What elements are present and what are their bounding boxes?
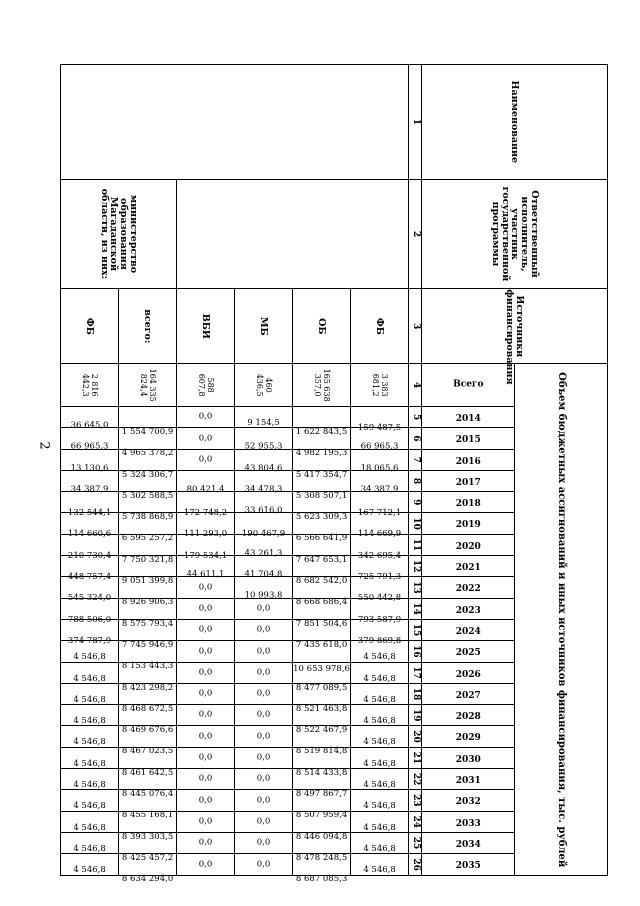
header-year: 2029 <box>422 726 515 747</box>
budget-table <box>60 64 608 885</box>
value-cell: 10 653 978,6 <box>293 641 351 662</box>
source-cell: ФБ <box>351 289 409 364</box>
total-cell: 588 607,8 <box>177 364 235 407</box>
value-cell: 1 622 843,5 <box>293 406 351 427</box>
column-number: 24 <box>409 811 422 832</box>
column-number: 17 <box>409 662 422 683</box>
value-cell: 0,0 <box>177 705 235 726</box>
value-cell: 4 965 378,2 <box>119 428 177 449</box>
value-cell: 0,0 <box>235 747 293 768</box>
value-cell: 6 595 257,2 <box>119 513 177 534</box>
value-cell: 4 546,8 <box>351 705 409 726</box>
page-number: 2 <box>36 441 52 450</box>
value-cell: 725 791,3 <box>351 556 409 577</box>
value-cell: 43 804,6 <box>235 449 293 470</box>
header-year: 2026 <box>422 662 515 683</box>
value-cell: 8 926 906,3 <box>119 577 177 598</box>
value-cell: 4 546,8 <box>351 726 409 747</box>
column-number: 11 <box>409 534 422 555</box>
value-cell: 179 534,1 <box>177 534 235 555</box>
value-cell: 8 687 085,3 <box>293 854 351 876</box>
column-number: 13 <box>409 577 422 598</box>
total-cell: 460 436,5 <box>235 364 293 407</box>
value-cell: 18 065,6 <box>351 449 409 470</box>
value-cell: 210 730,4 <box>61 534 119 555</box>
value-cell: 66 965,3 <box>351 428 409 449</box>
value-cell: 0,0 <box>177 854 235 876</box>
value-cell: 0,0 <box>177 683 235 704</box>
value-cell: 7 745 946,9 <box>119 619 177 640</box>
header-year: 2028 <box>422 705 515 726</box>
value-cell: 4 982 195,3 <box>293 428 351 449</box>
column-number: 14 <box>409 598 422 619</box>
value-cell: 4 546,8 <box>61 747 119 768</box>
value-cell: 0,0 <box>235 598 293 619</box>
value-cell: 374 787,9 <box>61 619 119 640</box>
value-cell: 342 695,4 <box>351 534 409 555</box>
column-number: 21 <box>409 747 422 768</box>
value-cell: 4 546,8 <box>351 811 409 832</box>
value-cell: 0,0 <box>177 449 235 470</box>
column-number: 19 <box>409 705 422 726</box>
value-cell: 9 154,5 <box>235 406 293 427</box>
header-year: 2031 <box>422 769 515 790</box>
value-cell: 7 435 618,0 <box>293 619 351 640</box>
name-cell <box>61 65 409 180</box>
value-cell: 4 546,8 <box>61 641 119 662</box>
value-cell: 36 645,0 <box>61 406 119 427</box>
column-number: 12 <box>409 556 422 577</box>
value-cell: 159 487,5 <box>351 406 409 427</box>
header-total: Всего <box>422 364 515 407</box>
value-cell: 7 647 653,1 <box>293 534 351 555</box>
value-cell: 550 442,8 <box>351 577 409 598</box>
column-number: 6 <box>409 428 422 449</box>
value-cell: 5 308 507,1 <box>293 470 351 491</box>
value-cell: 0,0 <box>177 406 235 427</box>
value-cell: 190 467,9 <box>235 513 293 534</box>
value-cell: 0,0 <box>235 726 293 747</box>
header-year: 2014 <box>422 406 515 427</box>
value-cell: 5 417 354,7 <box>293 449 351 470</box>
header-year: 2025 <box>422 641 515 662</box>
value-cell: 4 546,8 <box>351 641 409 662</box>
value-cell: 8 468 672,5 <box>119 683 177 704</box>
value-cell: 4 546,8 <box>61 705 119 726</box>
value-cell: 4 546,8 <box>61 854 119 876</box>
value-cell: 8 393 303,5 <box>119 811 177 832</box>
value-cell: 10 993,8 <box>235 577 293 598</box>
value-cell: 0,0 <box>177 619 235 640</box>
column-number: 2 <box>409 179 422 289</box>
value-cell: 0,0 <box>177 641 235 662</box>
header-year: 2035 <box>422 854 515 876</box>
value-cell: 793 587,9 <box>351 598 409 619</box>
value-cell: 0,0 <box>177 811 235 832</box>
value-cell: 0,0 <box>235 769 293 790</box>
value-cell: 172 748,2 <box>177 492 235 513</box>
value-cell: 34 387,9 <box>61 470 119 491</box>
header-year: 2033 <box>422 811 515 832</box>
value-cell: 5 302 588,5 <box>119 470 177 491</box>
value-cell: 8 467 023,5 <box>119 726 177 747</box>
value-cell: 8 445 076,4 <box>119 769 177 790</box>
header-year: 2018 <box>422 492 515 513</box>
value-cell: 545 324,0 <box>61 577 119 598</box>
value-cell: 8 455 168,1 <box>119 790 177 811</box>
table-row <box>119 65 177 876</box>
executor-cell: министерство образования Магаданской области, из них: <box>61 179 177 289</box>
value-cell: 8 514 433,8 <box>293 747 351 768</box>
value-cell: 34 387,9 <box>351 470 409 491</box>
value-cell: 0,0 <box>235 854 293 876</box>
value-cell: 8 469 676,6 <box>119 705 177 726</box>
source-cell: всего: <box>119 289 177 364</box>
column-number: 1 <box>409 65 422 180</box>
executor-cell <box>177 179 409 289</box>
value-cell: 4 546,8 <box>351 832 409 853</box>
header-year: 2032 <box>422 790 515 811</box>
value-cell: 44 611,1 <box>177 556 235 577</box>
header-year: 2027 <box>422 683 515 704</box>
value-cell: 448 757,4 <box>61 556 119 577</box>
value-cell: 43 261,3 <box>235 534 293 555</box>
header-year: 2022 <box>422 577 515 598</box>
column-number: 22 <box>409 769 422 790</box>
value-cell: 4 546,8 <box>61 662 119 683</box>
value-cell: 0,0 <box>235 619 293 640</box>
header-name: Наименование <box>422 65 608 180</box>
value-cell: 8 668 686,4 <box>293 577 351 598</box>
value-cell: 0,0 <box>235 705 293 726</box>
value-cell: 8 575 793,4 <box>119 598 177 619</box>
header-year: 2023 <box>422 598 515 619</box>
value-cell: 8 682 542,0 <box>293 556 351 577</box>
header-year: 2021 <box>422 556 515 577</box>
header-year: 2016 <box>422 449 515 470</box>
value-cell: 4 546,8 <box>61 683 119 704</box>
value-cell: 8 634 294,0 <box>119 854 177 876</box>
column-number: 8 <box>409 470 422 491</box>
header-volume: Объем бюджетных ассигнований и иных источников финансирования, тыс. рублей <box>515 364 608 876</box>
value-cell: 0,0 <box>235 790 293 811</box>
source-cell: ОБ <box>293 289 351 364</box>
header-executor: Ответственный исполнитель, участник государственной программы <box>422 179 608 289</box>
value-cell: 4 546,8 <box>61 811 119 832</box>
value-cell: 0,0 <box>177 726 235 747</box>
value-cell: 4 546,8 <box>61 790 119 811</box>
header-year: 2030 <box>422 747 515 768</box>
value-cell: 4 546,8 <box>351 683 409 704</box>
value-cell: 114 660,6 <box>61 513 119 534</box>
value-cell: 4 546,8 <box>61 726 119 747</box>
value-cell: 8 478 248,5 <box>293 832 351 853</box>
value-cell: 5 324 306,7 <box>119 449 177 470</box>
header-year: 2020 <box>422 534 515 555</box>
value-cell: 0,0 <box>235 641 293 662</box>
value-cell: 34 478,3 <box>235 470 293 491</box>
value-cell: 4 546,8 <box>351 747 409 768</box>
total-cell: 164 335 824,4 <box>119 364 177 407</box>
total-cell: 165 638 357,0 <box>293 364 351 407</box>
header-year: 2034 <box>422 832 515 853</box>
source-cell: ВБИ <box>177 289 235 364</box>
value-cell: 4 546,8 <box>351 790 409 811</box>
value-cell: 0,0 <box>177 428 235 449</box>
value-cell: 0,0 <box>177 769 235 790</box>
header-year: 2024 <box>422 619 515 640</box>
value-cell: 13 130,6 <box>61 449 119 470</box>
value-cell: 0,0 <box>177 832 235 853</box>
header-source: Источники финансирования <box>422 289 608 364</box>
value-cell: 66 965,3 <box>61 428 119 449</box>
value-cell: 0,0 <box>235 662 293 683</box>
value-cell: 1 554 700,9 <box>119 406 177 427</box>
value-cell: 9 051 399,8 <box>119 556 177 577</box>
value-cell: 0,0 <box>177 747 235 768</box>
value-cell: 41 704,8 <box>235 556 293 577</box>
column-number: 26 <box>409 854 422 876</box>
source-cell: МБ <box>235 289 293 364</box>
value-cell: 6 566 641,9 <box>293 513 351 534</box>
value-cell: 132 544,1 <box>61 492 119 513</box>
value-cell: 52 955,3 <box>235 428 293 449</box>
value-cell: 4 546,8 <box>351 662 409 683</box>
value-cell: 80 421,4 <box>177 470 235 491</box>
column-number: 23 <box>409 790 422 811</box>
column-number: 7 <box>409 449 422 470</box>
value-cell: 5 623 309,3 <box>293 492 351 513</box>
value-cell: 167 712,1 <box>351 492 409 513</box>
header-year: 2019 <box>422 513 515 534</box>
budget-table-container <box>68 64 608 885</box>
column-number: 25 <box>409 832 422 853</box>
value-cell: 8 446 094,8 <box>293 811 351 832</box>
value-cell: 7 851 504,6 <box>293 598 351 619</box>
value-cell: 8 477 089,5 <box>293 662 351 683</box>
value-cell: 788 506,0 <box>61 598 119 619</box>
value-cell: 4 546,8 <box>61 832 119 853</box>
value-cell: 0,0 <box>177 577 235 598</box>
value-cell: 7 750 321,8 <box>119 534 177 555</box>
value-cell: 8 423 298,2 <box>119 662 177 683</box>
column-number: 18 <box>409 683 422 704</box>
column-number: 9 <box>409 492 422 513</box>
value-cell: 8 522 467,9 <box>293 705 351 726</box>
value-cell: 8 519 814,8 <box>293 726 351 747</box>
value-cell: 0,0 <box>235 811 293 832</box>
value-cell: 8 507 959,4 <box>293 790 351 811</box>
column-number: 20 <box>409 726 422 747</box>
header-year: 2017 <box>422 470 515 491</box>
value-cell: 5 738 868,9 <box>119 492 177 513</box>
column-number: 4 <box>409 364 422 407</box>
value-cell: 8 153 443,3 <box>119 641 177 662</box>
value-cell: 0,0 <box>177 598 235 619</box>
value-cell: 8 521 463,8 <box>293 683 351 704</box>
value-cell: 8 425 457,2 <box>119 832 177 853</box>
value-cell: 33 616,0 <box>235 492 293 513</box>
value-cell: 4 546,8 <box>351 769 409 790</box>
total-cell: 3 383 681,2 <box>351 364 409 407</box>
value-cell: 8 461 642,5 <box>119 747 177 768</box>
column-number: 10 <box>409 513 422 534</box>
value-cell: 4 546,8 <box>61 769 119 790</box>
value-cell: 379 869,8 <box>351 619 409 640</box>
value-cell: 0,0 <box>235 683 293 704</box>
source-cell: ФБ <box>61 289 119 364</box>
header-year: 2015 <box>422 428 515 449</box>
column-number: 5 <box>409 406 422 427</box>
table-row <box>351 65 409 876</box>
column-number: 16 <box>409 641 422 662</box>
value-cell: 0,0 <box>177 662 235 683</box>
value-cell: 0,0 <box>177 790 235 811</box>
value-cell: 111 293,0 <box>177 513 235 534</box>
value-cell: 0,0 <box>235 832 293 853</box>
column-number: 15 <box>409 619 422 640</box>
value-cell: 8 497 867,7 <box>293 769 351 790</box>
total-cell: 2 816 442,3 <box>61 364 119 407</box>
value-cell: 4 546,8 <box>351 854 409 876</box>
column-number: 3 <box>409 289 422 364</box>
value-cell: 114 669,9 <box>351 513 409 534</box>
